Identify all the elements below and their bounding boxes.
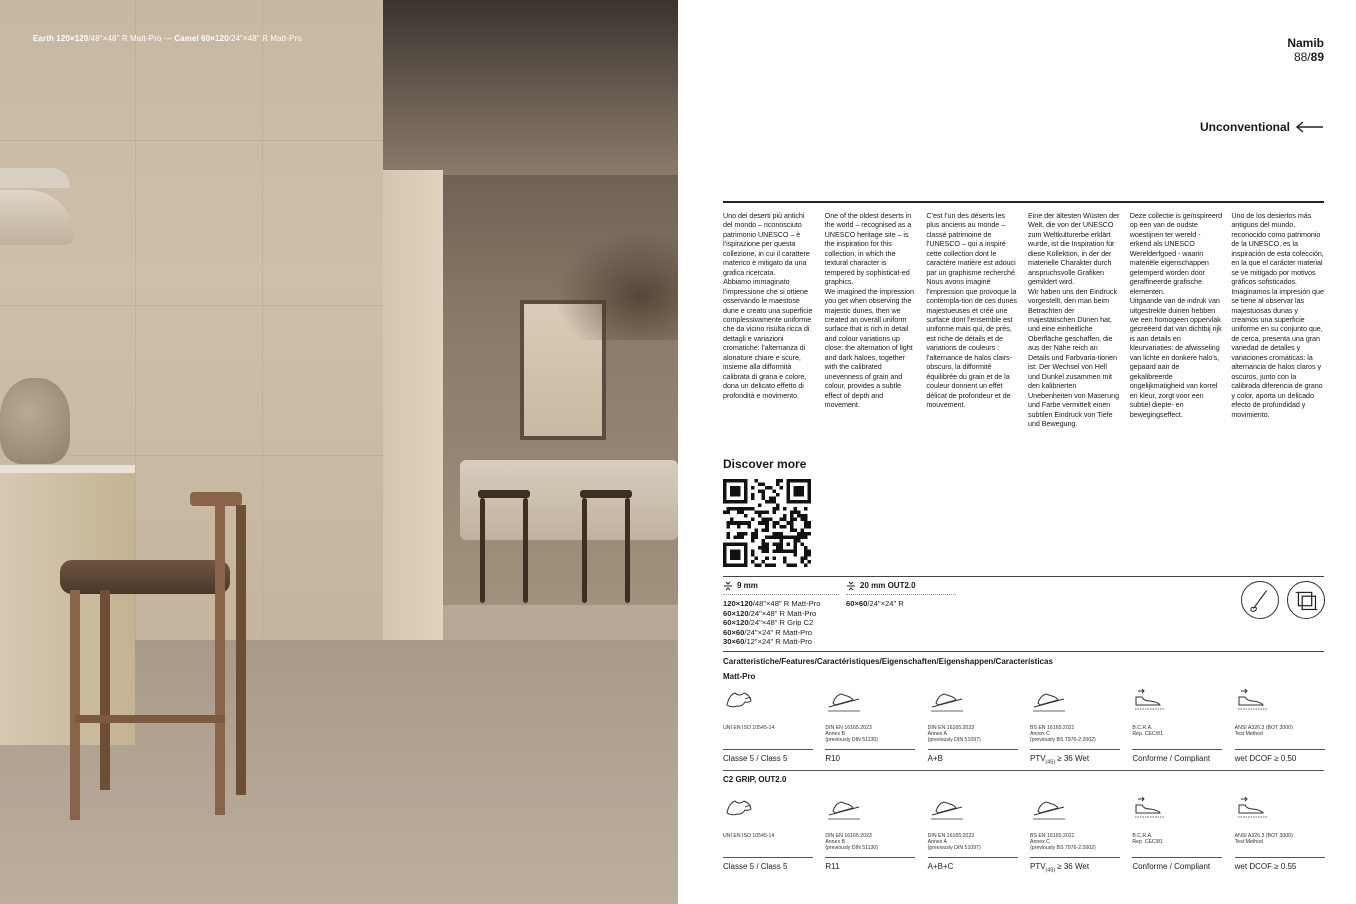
stool-seat [60,560,230,594]
palm-plant [555,230,678,340]
pendant-lamp [0,168,70,188]
thickness-9mm: 9 mm 120×120/48"×48" R Matt-Pro 60×120/24"×48" R Matt-Pro 60×120/24"×48" R Grip C2 60×60/24"×24" R Matt-Pro 30×60/12"×24" R Matt-Pro [723,580,839,647]
format-item: 60×60/24"×24" R [846,599,904,608]
photo-caption: Earth 120×120/48"×48" R Matt-Pro — Camel 60×120/24"×48" R Matt-Pro [33,34,302,43]
bcra-icon [1132,687,1168,713]
format-item: 60×60/24"×24" R Matt-Pro [723,627,812,637]
divider [723,651,1324,652]
group-label-c2-grip: C2 GRIP, OUT2.0 [723,775,787,784]
pendulum-icon [1030,687,1066,713]
discover-more-title: Discover more [723,457,807,471]
features-row-c2-grip [723,795,1324,875]
slip-ramp-icon [825,687,861,713]
group-label-matt-pro: Matt-Pro [723,672,756,681]
feature-pendulum: BS EN 16165:2021 Annex C (previously BS 7976-2:2002) $PTV_{(4S)} \ge 36$ Wet [1030,687,1119,767]
pendulum-icon [1030,795,1066,821]
feature-dcof: ANSI A326.3 (BOT 3000) Test Method wet DCOF ≥ 0.50 [1235,687,1324,767]
tile-layout-icon [1287,581,1325,619]
format-item: 30×60/12"×24" R Matt-Pro [723,637,812,647]
page-number: 88/89 [1293,50,1324,64]
abrasion-icon [723,795,759,821]
counter [0,465,135,745]
brush-icon [1241,581,1279,619]
descriptions [723,211,1324,428]
feature-slip-barefoot: DIN EN 16165:2023 Annex A (previously DIN 51097) A+B [928,687,1017,767]
features-title: Caratteristiche/Features/Caractéristiques/Eigenschaften/Eigenshappen/Características [723,657,1053,666]
feature-abrasion: UNI EN ISO 10545-14 Classe 5 / Class 5 [723,795,812,875]
divider [723,770,1324,771]
format-item: 120×120/48"×48" R Matt-Pro [723,599,821,608]
feature-slip-barefoot: DIN EN 16165:2023 Annex A (previously DIN 51097) A+B+C [928,795,1017,875]
format-item: 60×120/24"×48" R Grip C2 [723,618,814,628]
bench [460,460,678,540]
collection-name: Namib [1287,36,1324,50]
vase [0,378,70,464]
slip-barefoot-icon [928,795,964,821]
feature-abrasion: UNI EN ISO 10545-14 Classe 5 / Class 5 [723,687,812,767]
description-nl: Deze collectie is geïnspireerd op een van de oudste woestijnen ter wereld - erkend als UNESCO Werelderfgoed - waarin materiële eigenschappen getemperd worden door geraffineerde grafische elementen. Uitgaande van de indruk van uitgestrekte duinen hebben we een homogeen oppervlak gecreëerd dat van dichtbij rijk is aan details en kleurvariaties: de afwisseling van lichte en donkere halo’s, gepaard aan de gekalibreerde ongelijkmatigheid van korrel en kleur, zorgt voor een subtiel diepte- en bewegingseffect. [1129,211,1223,419]
page-header [1287,36,1324,64]
section-link[interactable] [1200,120,1324,134]
feature-bcra: B.C.R.A. Rep. CEC/81 Conforme / Compliant [1132,795,1221,875]
feature-dcof: ANSI A326.3 (BOT 3000) Test Method wet DCOF ≥ 0.55 [1235,795,1324,875]
feature-slip-ramp: DIN EN 16165:2023 Annex B (previously DIN 51130) R10 [825,687,914,767]
abrasion-icon [723,687,759,713]
feature-bcra: B.C.R.A. Rep. CEC/81 Conforme / Compliant [1132,687,1221,767]
bcra-icon [1132,795,1168,821]
description-it: Uno dei deserti più antichi del mondo – riconosciuto patrimonio UNESCO – è l’ispirazione per questa collezione, in cui il carattere materico è mitigato da una grafica ricercata. Abbiamo immaginato l’impressione che si ottiene osservando le maestose dune e creato una superficie complessivamente uniforme che da vicino risulta ricca di dettagli e variazioni cromatiche: l’alternanza di alonature chiare e scure, insieme alla difformità calibrata di grana e colore, dona un delicato effetto di profondità e movimento. [723,211,813,400]
description-en: One of the oldest deserts in the world – recognised as a UNESCO heritage site – is the inspiration for this collection, in which the textural character is tempered by sophisticat-ed graphics. We imagined the impression you get when observing the majestic dunes, then we created an overall uniform surface that is rich in detail and colour variations up close: the alternation of light and dark haloes, together with the calibrated unevenness of grain and colour, provides a subtle effect of depth and movement. [824,211,914,410]
divider [723,201,1324,203]
section-title: Unconventional [1199,120,1290,134]
dcof-icon [1235,687,1271,713]
thickness-icon [846,581,856,591]
arrow-left-icon [1296,121,1324,133]
feature-slip-ramp: DIN EN 16165:2023 Annex B (previously DIN 51130) R11 [825,795,914,875]
divider [723,576,1324,577]
description-de: Eine der ältesten Wüsten der Welt, die von der UNESCO zum Weltkulturerbe erklärt wurde, ist die Inspiration für diese Kollektion, in der der materielle Charakter durch anspruchsvolle Grafiken gemildert wird. Wir haben uns den Eindruck vorgestellt, den man beim Betrachten der majestätischen Dünen hat, und eine einheitliche Oberfläche geschaffen, die aus der Nähe reich an Details und Farbvaria-tionen ist: Der Wechsel von Hell und Dunkel zusammen mit den kalibrierten Unebenheiten von Maserung und Farbe vermittelt einen subtilen Eindruck von Tiefe und Bewegung. [1028,211,1120,428]
format-list [723,599,839,647]
format-list [846,599,956,609]
thickness-20mm: 20 mm OUT2.0 60×60/24"×24" R [846,580,956,609]
qr-code[interactable] [723,479,811,567]
features-row-matt-pro [723,687,1324,767]
slip-ramp-icon [825,795,861,821]
dcof-icon [1235,795,1271,821]
slip-barefoot-icon [928,687,964,713]
description-es: Uno de los desiertos más antiguos del mundo, reconocido como patrimonio de la UNESCO, es la inspiración de esta colección, en la que el carácter material se ve mitigado por motivos gráficos sofisticados. Imaginamos la impresión que se tiene al observar las majestuosas dunas y creamos una superficie uniforme en su conjunto que, de cerca, presenta una gran variedad de detalles y variaciones cromáticas: la alternancia de halos claros y oscuros, junto con la calibrada diferencia de grano y color, aporta un delicado efecto de profundidad y movimiento. [1231,211,1324,419]
feature-pendulum: BS EN 16165:2021 Annex C (previously BS 7976-2:2002) $PTV_{(4S)} \ge 36$ Wet [1030,795,1119,875]
thickness-icon [723,581,733,591]
ceiling [383,0,678,180]
format-item: 60×120/24"×48" R Matt-Pro [723,608,817,618]
description-fr: C’est l’un des déserts les plus anciens au monde – classé patrimoine de l’UNESCO – qui a inspiré cette collection dont le caractère matière est adouci par un graphisme recherché. Nous avons imaginé l’impression que provoque la contempla-tion de ces dunes majestueuses et créé une surface dont l’ensemble est uniforme mais qui, de près, est riche de détails et de variations de couleurs : l’alternance de halos clairs-obscurs, la difformité équilibrée du grain et de la couleur donnent un effet délicat de profondeur et de mouvement. [926,211,1017,410]
